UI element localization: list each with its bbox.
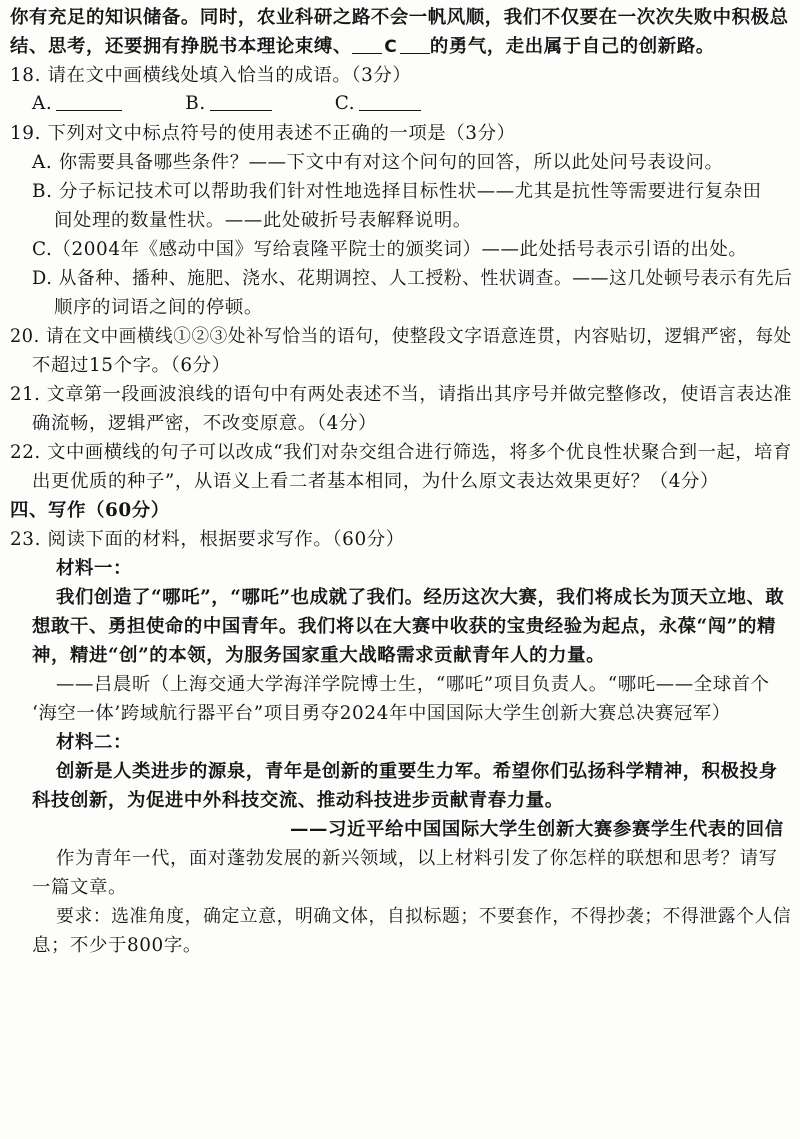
q18-label-a: A. <box>32 93 53 114</box>
q18-stem: 18. 请在文中画横线处填入恰当的成语。（3分） <box>10 65 412 86</box>
handwritten-answer: C <box>384 37 398 57</box>
q19-option-b-line1: B. 分子标记技术可以帮助我们针对性地选择目标性状——尤其是抗性等需要进行复杂田 <box>32 181 762 202</box>
material-1-line3: 神，精进“创”的本领，为服务国家重大战略需求贡献青年人的力量。 <box>32 645 606 666</box>
q22-line2: 出更优质的种子”，从语义上看二者基本相同，为什么原文表达效果更好？（4分） <box>32 471 719 492</box>
material-1-line2: 想敢干、勇担使命的中国青年。我们将以在大赛中收获的宝贵经验为起点，永葆“闯”的精 <box>32 616 777 637</box>
q19-option-a: A. 你需要具备哪些条件？——下文中有对这个问句的回答，所以此处问号表设问。 <box>32 152 724 173</box>
writing-requirements-line1: 要求：选准角度，确定立意，明确文体，自拟标题；不要套作，不得抄袭；不得泄露个人信 <box>56 906 792 927</box>
continuation-line-2-before: 结、思考，还要拥有挣脱书本理论束缚、 <box>10 36 352 57</box>
material-1-line1: 我们创造了“哪吒”，“哪吒”也成就了我们。经历这次大赛，我们将成长为顶天立地、敢 <box>56 587 785 608</box>
writing-prompt-line1: 作为青年一代，面对蓬勃发展的新兴领域，以上材料引发了你怎样的联想和思考？请写 <box>56 848 778 869</box>
material-1-title: 材料一： <box>56 558 132 579</box>
material-2-title: 材料二： <box>56 732 132 753</box>
continuation-line-1: 你有充足的知识储备。同时，农业科研之路不会一帆风顺，我们不仅要在一次次失败中积极总 <box>10 7 789 28</box>
q19-option-d-line1: D. 从备种、播种、施肥、浇水、花期调控、人工授粉、性状调查。——这几处顿号表示有先后 <box>32 268 793 289</box>
material-1-source-line1: ——吕晨昕（上海交通大学海洋学院博士生，“哪吒”项目负责人。“哪吒——全球首个 <box>56 674 770 695</box>
q18-blank-a[interactable] <box>56 92 122 111</box>
q18-blank-b[interactable] <box>210 92 272 111</box>
q19-option-c: C.（2004年《感动中国》写给袁隆平院士的颁奖词）——此处括号表示引语的出处。 <box>32 239 748 260</box>
material-2-line1: 创新是人类进步的源泉，青年是创新的重要生力军。希望你们弘扬科学精神，积极投身 <box>56 761 778 782</box>
q19-option-d-line2: 顺序的词语之间的停顿。 <box>54 297 263 318</box>
material-2-line2: 科技创新，为促进中外科技交流、推动科技进步贡献青春力量。 <box>32 790 564 811</box>
q18-label-b: B. <box>185 93 206 114</box>
answer-blank <box>400 35 430 54</box>
q23-stem: 23. 阅读下面的材料，根据要求写作。（60分） <box>10 529 405 550</box>
continuation-line-2 <box>10 33 715 61</box>
q21-line1: 21. 文章第一段画波浪线的语句中有两处表述不当，请指出其序号并做完整修改，使语言表达准 <box>10 384 792 405</box>
q22-line1: 22. 文中画横线的句子可以改成“我们对杂交组合进行筛选，将多个优良性状聚合到一起，培育 <box>10 442 792 463</box>
q19-stem: 19. 下列对文中标点符号的使用表述不正确的一项是（3分） <box>10 123 516 144</box>
material-2-source: ——习近平给中国国际大学生创新大赛参赛学生代表的回信 <box>290 819 784 840</box>
q21-line2: 确流畅，逻辑严密，不改变原意。（4分） <box>32 413 377 434</box>
material-1-source-line2: ‘海空一体’跨域航行器平台”项目勇夺2024年中国国际大学生创新大赛总决赛冠军） <box>32 703 731 724</box>
q20-line1: 20. 请在文中画横线①②③处补写恰当的语句，使整段文字语意连贯，内容贴切，逻辑严密，每处 <box>10 326 792 347</box>
q18-blank-c[interactable] <box>359 92 421 111</box>
continuation-line-2-after: 的勇气，走出属于自己的创新路。 <box>429 36 715 57</box>
writing-requirements-line2: 息；不少于800字。 <box>32 935 202 956</box>
q18-options <box>32 90 421 118</box>
q20-line2: 不超过15个字。（6分） <box>32 355 231 376</box>
section-writing-heading: 四、写作（60分） <box>10 500 170 521</box>
answer-blank <box>352 35 382 54</box>
q19-option-b-line2: 间处理的数量性状。——此处破折号表解释说明。 <box>54 210 472 231</box>
q18-label-c: C. <box>334 93 356 114</box>
writing-prompt-line2: 一篇文章。 <box>32 877 127 898</box>
